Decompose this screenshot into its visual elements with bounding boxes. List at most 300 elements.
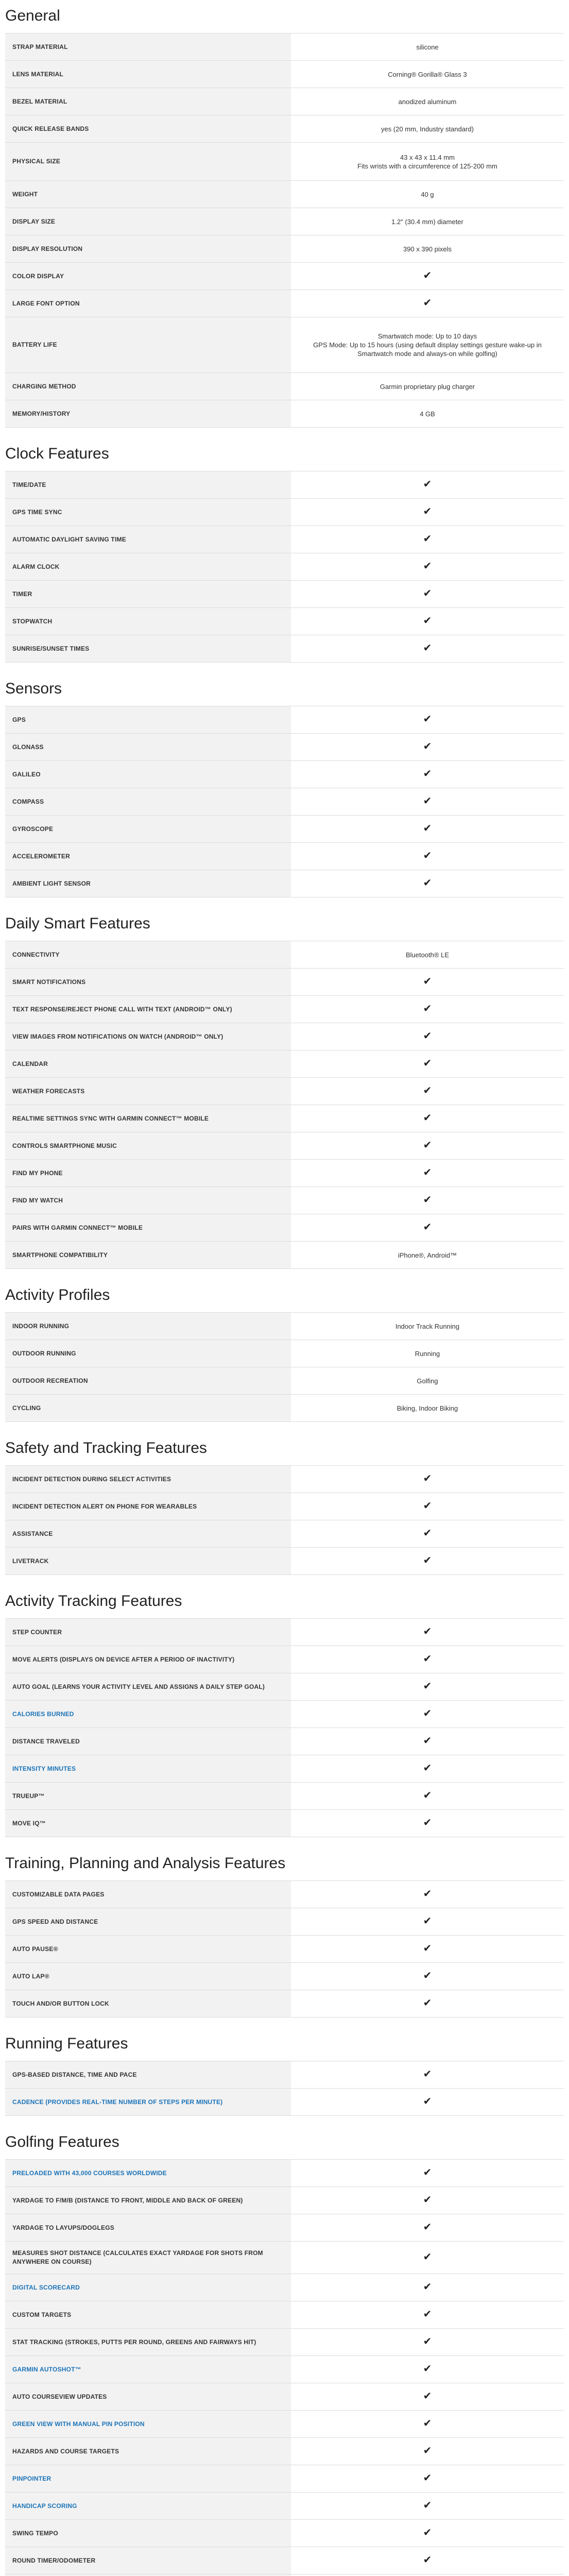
spec-value: Bluetooth® LE	[291, 941, 564, 969]
spec-row	[5, 1908, 564, 1936]
spec-value	[291, 2274, 564, 2301]
spec-label: PHYSICAL SIZE	[5, 143, 291, 181]
check-icon: ✔	[423, 2472, 432, 2484]
spec-label: BATTERY LIFE	[5, 317, 291, 373]
spec-value	[291, 2493, 564, 2520]
spec-label: FIND MY WATCH	[5, 1187, 291, 1214]
spec-label: SMART NOTIFICATIONS	[5, 969, 291, 996]
spec-label: REALTIME SETTINGS SYNC WITH GARMIN CONNECT™ MOBILE	[5, 1105, 291, 1132]
spec-row	[5, 1214, 564, 1242]
check-icon: ✔	[423, 850, 432, 861]
spec-row	[5, 1990, 564, 2018]
section-title: Safety and Tracking Features	[5, 1439, 207, 1456]
check-icon: ✔	[423, 2069, 432, 2080]
spec-label-link[interactable]: DIGITAL SCORECARD	[5, 2274, 291, 2301]
spec-value	[291, 553, 564, 581]
spec-table	[5, 706, 564, 897]
check-icon: ✔	[423, 1653, 432, 1665]
spec-value	[291, 2465, 564, 2493]
spec-label: CYCLING	[5, 1395, 291, 1422]
spec-value: Indoor Track Running	[291, 1313, 564, 1340]
spec-row	[5, 2383, 564, 2411]
spec-label: SWING TEMPO	[5, 2520, 291, 2547]
spec-table	[5, 941, 564, 1269]
spec-value	[291, 2160, 564, 2187]
spec-value	[291, 870, 564, 897]
spec-row	[5, 2214, 564, 2242]
spec-label: INCIDENT DETECTION DURING SELECT ACTIVITIES	[5, 1466, 291, 1493]
check-icon: ✔	[423, 2167, 432, 2178]
spec-value	[291, 2242, 564, 2274]
spec-value	[291, 2214, 564, 2242]
spec-label: ROUND TIMER/ODOMETER	[5, 2547, 291, 2574]
spec-row	[5, 526, 564, 553]
spec-label-link[interactable]: PRELOADED WITH 43,000 COURSES WORLDWIDE	[5, 2160, 291, 2187]
spec-row	[5, 2089, 564, 2116]
check-icon: ✔	[423, 615, 432, 626]
spec-row	[5, 1050, 564, 1078]
spec-row	[5, 2493, 564, 2520]
spec-row	[5, 2160, 564, 2187]
spec-label: MEMORY/HISTORY	[5, 400, 291, 428]
spec-value	[291, 1520, 564, 1548]
spec-label: INDOOR RUNNING	[5, 1313, 291, 1340]
spec-label: TEXT RESPONSE/REJECT PHONE CALL WITH TEXT (ANDROID™ ONLY)	[5, 996, 291, 1023]
section-title: Sensors	[5, 680, 62, 697]
spec-value: 4 GB	[291, 400, 564, 428]
check-icon: ✔	[423, 1790, 432, 1801]
spec-label: MOVE IQ™	[5, 1810, 291, 1837]
spec-row	[5, 1810, 564, 1837]
spec-value	[291, 1728, 564, 1755]
spec-label-link[interactable]	[5, 2574, 291, 2576]
spec-value	[291, 1078, 564, 1105]
spec-label-link[interactable]: CALORIES BURNED	[5, 1701, 291, 1728]
spec-label: COLOR DISPLAY	[5, 263, 291, 290]
spec-label: GPS	[5, 706, 291, 734]
spec-value	[291, 969, 564, 996]
spec-row	[5, 2465, 564, 2493]
check-icon: ✔	[423, 2418, 432, 2429]
check-icon: ✔	[423, 1997, 432, 2009]
spec-value: yes (20 mm, Industry standard)	[291, 115, 564, 143]
section-title: Activity Tracking Features	[5, 1592, 182, 1609]
section-title: Clock Features	[5, 445, 109, 462]
spec-value	[291, 996, 564, 1023]
check-icon: ✔	[423, 714, 432, 725]
spec-label: GLONASS	[5, 734, 291, 761]
spec-row	[5, 996, 564, 1023]
spec-label: DISPLAY RESOLUTION	[5, 235, 291, 263]
spec-row	[5, 2242, 564, 2274]
section-title: Running Features	[5, 2035, 128, 2052]
check-icon: ✔	[423, 1708, 432, 1719]
spec-label: ASSISTANCE	[5, 1520, 291, 1548]
spec-label: SMARTPHONE COMPATIBILITY	[5, 1242, 291, 1269]
spec-label: CONTROLS SMARTPHONE MUSIC	[5, 1132, 291, 1160]
spec-row	[5, 33, 564, 61]
spec-value	[291, 1214, 564, 1242]
spec-row	[5, 400, 564, 428]
spec-label: GPS-BASED DISTANCE, TIME AND PACE	[5, 2061, 291, 2089]
check-icon: ✔	[423, 1916, 432, 1927]
spec-label: CALENDAR	[5, 1050, 291, 1078]
check-icon: ✔	[423, 2222, 432, 2233]
spec-table	[5, 2159, 564, 2576]
spec-value	[291, 1701, 564, 1728]
spec-value	[291, 1783, 564, 1810]
check-icon: ✔	[423, 768, 432, 779]
spec-row	[5, 2520, 564, 2547]
spec-label: MEASURES SHOT DISTANCE (CALCULATES EXACT YARDAGE FOR SHOTS FROM ANYWHERE ON COURSE)	[5, 2242, 291, 2274]
spec-value	[291, 1673, 564, 1701]
spec-row	[5, 1395, 564, 1422]
spec-label: SUNRISE/SUNSET TIMES	[5, 635, 291, 663]
spec-row	[5, 1783, 564, 1810]
spec-value	[291, 635, 564, 663]
spec-label: HAZARDS AND COURSE TARGETS	[5, 2438, 291, 2465]
spec-row	[5, 2411, 564, 2438]
spec-value: Smartwatch mode: Up to 10 days GPS Mode: Up to 15 hours (using default display settings gesture wake-up in Smartwatch mode and always-on while golfing)	[291, 317, 564, 373]
spec-label: FIND MY PHONE	[5, 1160, 291, 1187]
spec-row	[5, 1313, 564, 1340]
spec-value: 1.2" (30.4 mm) diameter	[291, 208, 564, 235]
spec-row	[5, 2301, 564, 2329]
section-title: Golfing Features	[5, 2133, 119, 2150]
check-icon: ✔	[423, 1817, 432, 1828]
spec-row	[5, 1646, 564, 1673]
spec-label: INCIDENT DETECTION ALERT ON PHONE FOR WEARABLES	[5, 1493, 291, 1520]
spec-label: GALILEO	[5, 761, 291, 788]
spec-row	[5, 1078, 564, 1105]
spec-row	[5, 788, 564, 816]
spec-label: TIME/DATE	[5, 471, 291, 499]
spec-label: LENS MATERIAL	[5, 61, 291, 88]
check-icon: ✔	[423, 533, 432, 545]
check-icon: ✔	[423, 1167, 432, 1178]
spec-value	[291, 1908, 564, 1936]
spec-row	[5, 816, 564, 843]
spec-label: AMBIENT LIGHT SENSOR	[5, 870, 291, 897]
spec-label: GPS TIME SYNC	[5, 499, 291, 526]
check-icon: ✔	[423, 506, 432, 517]
spec-row	[5, 373, 564, 400]
spec-label: VIEW IMAGES FROM NOTIFICATIONS ON WATCH (ANDROID™ ONLY)	[5, 1023, 291, 1050]
check-icon: ✔	[423, 2281, 432, 2293]
spec-row	[5, 870, 564, 897]
spec-value: 43 x 43 x 11.4 mm Fits wrists with a circumference of 125-200 mm	[291, 143, 564, 181]
spec-value	[291, 1105, 564, 1132]
spec-row	[5, 2187, 564, 2214]
check-icon: ✔	[423, 2527, 432, 2538]
spec-row	[5, 61, 564, 88]
check-icon: ✔	[423, 2309, 432, 2320]
spec-row	[5, 1493, 564, 1520]
check-icon: ✔	[423, 2445, 432, 2456]
check-icon: ✔	[423, 1970, 432, 1981]
spec-label: TOUCH AND/OR BUTTON LOCK	[5, 1990, 291, 2018]
spec-label: CUSTOMIZABLE DATA PAGES	[5, 1881, 291, 1908]
check-icon: ✔	[423, 1681, 432, 1692]
spec-label: OUTDOOR RECREATION	[5, 1367, 291, 1395]
spec-label: STAT TRACKING (STROKES, PUTTS PER ROUND, GREENS AND FAIRWAYS HIT)	[5, 2329, 291, 2356]
check-icon: ✔	[423, 2336, 432, 2347]
spec-label-link[interactable]: GREEN VIEW WITH MANUAL PIN POSITION	[5, 2411, 291, 2438]
spec-value	[291, 1646, 564, 1673]
check-icon: ✔	[423, 1058, 432, 1069]
spec-label-link[interactable]: PINPOINTER	[5, 2465, 291, 2493]
spec-row	[5, 1755, 564, 1783]
spec-value	[291, 526, 564, 553]
spec-row	[5, 1242, 564, 1269]
spec-label: STOPWATCH	[5, 608, 291, 635]
spec-value	[291, 608, 564, 635]
spec-value	[291, 816, 564, 843]
spec-row	[5, 1187, 564, 1214]
spec-value	[291, 1023, 564, 1050]
spec-value	[291, 1548, 564, 1575]
spec-row	[5, 1132, 564, 1160]
spec-row	[5, 115, 564, 143]
spec-row	[5, 706, 564, 734]
spec-row	[5, 2574, 564, 2576]
spec-row	[5, 317, 564, 373]
spec-value	[291, 2411, 564, 2438]
spec-row	[5, 290, 564, 317]
spec-value	[291, 2329, 564, 2356]
spec-label: AUTOMATIC DAYLIGHT SAVING TIME	[5, 526, 291, 553]
spec-row	[5, 1548, 564, 1575]
spec-table	[5, 1880, 564, 2018]
check-icon: ✔	[423, 1500, 432, 1512]
spec-label: GPS SPEED AND DISTANCE	[5, 1908, 291, 1936]
check-icon: ✔	[423, 270, 432, 281]
spec-label-link[interactable]: GARMIN AUTOSHOT™	[5, 2356, 291, 2383]
check-icon: ✔	[423, 795, 432, 807]
spec-row	[5, 1728, 564, 1755]
check-icon: ✔	[423, 1626, 432, 1637]
spec-row	[5, 608, 564, 635]
spec-value	[291, 1160, 564, 1187]
check-icon: ✔	[423, 1222, 432, 1233]
section-title: Activity Profiles	[5, 1286, 110, 1303]
spec-value	[291, 2438, 564, 2465]
spec-value	[291, 1466, 564, 1493]
spec-value	[291, 1755, 564, 1783]
spec-row	[5, 2356, 564, 2383]
check-icon: ✔	[423, 1112, 432, 1124]
spec-row	[5, 1673, 564, 1701]
check-icon: ✔	[423, 2194, 432, 2206]
spec-row	[5, 471, 564, 499]
spec-row	[5, 1936, 564, 1963]
spec-value: Running	[291, 1340, 564, 1367]
spec-value	[291, 2356, 564, 2383]
spec-value	[291, 2061, 564, 2089]
spec-value	[291, 2187, 564, 2214]
spec-row	[5, 1466, 564, 1493]
spec-row	[5, 88, 564, 115]
spec-value: Corning® Gorilla® Glass 3	[291, 61, 564, 88]
spec-label-link[interactable]: INTENSITY MINUTES	[5, 1755, 291, 1783]
spec-row	[5, 143, 564, 181]
spec-label: AUTO PAUSE®	[5, 1936, 291, 1963]
spec-row	[5, 1023, 564, 1050]
spec-label: STEP COUNTER	[5, 1619, 291, 1646]
section-title: Daily Smart Features	[5, 915, 150, 932]
spec-value	[291, 1050, 564, 1078]
spec-value	[291, 1132, 564, 1160]
spec-value	[291, 1187, 564, 1214]
spec-label: ALARM CLOCK	[5, 553, 291, 581]
spec-table	[5, 1465, 564, 1575]
spec-label: WEATHER FORECASTS	[5, 1078, 291, 1105]
spec-value: 40 g	[291, 181, 564, 208]
check-icon: ✔	[423, 588, 432, 599]
spec-row	[5, 761, 564, 788]
spec-table	[5, 1312, 564, 1422]
spec-row	[5, 2438, 564, 2465]
check-icon: ✔	[423, 1888, 432, 1900]
spec-value	[291, 581, 564, 608]
check-icon: ✔	[423, 2391, 432, 2402]
spec-label: YARDAGE TO LAYUPS/DOGLEGS	[5, 2214, 291, 2242]
spec-row	[5, 1963, 564, 1990]
spec-value	[291, 843, 564, 870]
spec-value	[291, 471, 564, 499]
spec-label: COMPASS	[5, 788, 291, 816]
spec-value	[291, 1990, 564, 2018]
spec-table	[5, 1618, 564, 1837]
check-icon: ✔	[423, 2096, 432, 2107]
spec-label: QUICK RELEASE BANDS	[5, 115, 291, 143]
spec-row	[5, 843, 564, 870]
spec-table	[5, 471, 564, 663]
section-title: Training, Planning and Analysis Features	[5, 1855, 286, 1872]
spec-value	[291, 1493, 564, 1520]
spec-label: PAIRS WITH GARMIN CONNECT™ MOBILE	[5, 1214, 291, 1242]
spec-row	[5, 1105, 564, 1132]
check-icon: ✔	[423, 561, 432, 572]
spec-row	[5, 263, 564, 290]
check-icon: ✔	[423, 1735, 432, 1747]
spec-row	[5, 1367, 564, 1395]
spec-value	[291, 2574, 564, 2576]
check-icon: ✔	[423, 1030, 432, 1042]
spec-label: LIVETRACK	[5, 1548, 291, 1575]
check-icon: ✔	[423, 297, 432, 309]
check-icon: ✔	[423, 642, 432, 654]
spec-label: CHARGING METHOD	[5, 373, 291, 400]
spec-row	[5, 553, 564, 581]
spec-value	[291, 2089, 564, 2116]
spec-value	[291, 734, 564, 761]
spec-label: MOVE ALERTS (DISPLAYS ON DEVICE AFTER A PERIOD OF INACTIVITY)	[5, 1646, 291, 1673]
spec-value: Biking, Indoor Biking	[291, 1395, 564, 1422]
spec-row	[5, 2061, 564, 2089]
check-icon: ✔	[423, 823, 432, 834]
check-icon: ✔	[423, 976, 432, 987]
spec-label: STRAP MATERIAL	[5, 33, 291, 61]
spec-row	[5, 235, 564, 263]
check-icon: ✔	[423, 479, 432, 490]
spec-row	[5, 1160, 564, 1187]
spec-value	[291, 263, 564, 290]
spec-label: DISTANCE TRAVELED	[5, 1728, 291, 1755]
check-icon: ✔	[423, 877, 432, 889]
spec-row	[5, 635, 564, 663]
check-icon: ✔	[423, 2363, 432, 2375]
spec-value	[291, 2520, 564, 2547]
spec-row	[5, 941, 564, 969]
spec-label: TIMER	[5, 581, 291, 608]
spec-value	[291, 1936, 564, 1963]
spec-value: Garmin proprietary plug charger	[291, 373, 564, 400]
spec-value	[291, 2383, 564, 2411]
spec-value	[291, 499, 564, 526]
spec-label: AUTO GOAL (LEARNS YOUR ACTIVITY LEVEL AND ASSIGNS A DAILY STEP GOAL)	[5, 1673, 291, 1701]
check-icon: ✔	[423, 2500, 432, 2511]
spec-row	[5, 499, 564, 526]
spec-row	[5, 581, 564, 608]
spec-label: ACCELEROMETER	[5, 843, 291, 870]
spec-row	[5, 2274, 564, 2301]
spec-label: GYROSCOPE	[5, 816, 291, 843]
spec-row	[5, 1701, 564, 1728]
spec-label: AUTO LAP®	[5, 1963, 291, 1990]
spec-value: silicone	[291, 33, 564, 61]
spec-table	[5, 2061, 564, 2116]
spec-label: BEZEL MATERIAL	[5, 88, 291, 115]
spec-value	[291, 1963, 564, 1990]
spec-table	[5, 33, 564, 428]
check-icon: ✔	[423, 2251, 432, 2263]
spec-label: LARGE FONT OPTION	[5, 290, 291, 317]
spec-row	[5, 734, 564, 761]
spec-value	[291, 761, 564, 788]
spec-row	[5, 1619, 564, 1646]
section-title: General	[5, 7, 60, 24]
spec-label: TRUEUP™	[5, 1783, 291, 1810]
spec-label: CONNECTIVITY	[5, 941, 291, 969]
spec-value	[291, 1881, 564, 1908]
spec-row	[5, 1520, 564, 1548]
check-icon: ✔	[423, 1943, 432, 1954]
spec-label: YARDAGE TO F/M/B (DISTANCE TO FRONT, MIDDLE AND BACK OF GREEN)	[5, 2187, 291, 2214]
check-icon: ✔	[423, 1762, 432, 1774]
spec-row	[5, 1881, 564, 1908]
check-icon: ✔	[423, 2554, 432, 2566]
spec-value	[291, 2301, 564, 2329]
spec-value: 390 x 390 pixels	[291, 235, 564, 263]
spec-value: anodized aluminum	[291, 88, 564, 115]
spec-row	[5, 1340, 564, 1367]
spec-row	[5, 969, 564, 996]
check-icon: ✔	[423, 1473, 432, 1484]
spec-label-link[interactable]: HANDICAP SCORING	[5, 2493, 291, 2520]
spec-label-link[interactable]: CADENCE (PROVIDES REAL-TIME NUMBER OF STEPS PER MINUTE)	[5, 2089, 291, 2116]
check-icon: ✔	[423, 741, 432, 752]
spec-label: CUSTOM TARGETS	[5, 2301, 291, 2329]
check-icon: ✔	[423, 1085, 432, 1096]
spec-label: WEIGHT	[5, 181, 291, 208]
check-icon: ✔	[423, 1140, 432, 1151]
check-icon: ✔	[423, 1555, 432, 1566]
check-icon: ✔	[423, 1194, 432, 1206]
spec-value	[291, 1619, 564, 1646]
spec-value: iPhone®, Android™	[291, 1242, 564, 1269]
spec-row	[5, 208, 564, 235]
